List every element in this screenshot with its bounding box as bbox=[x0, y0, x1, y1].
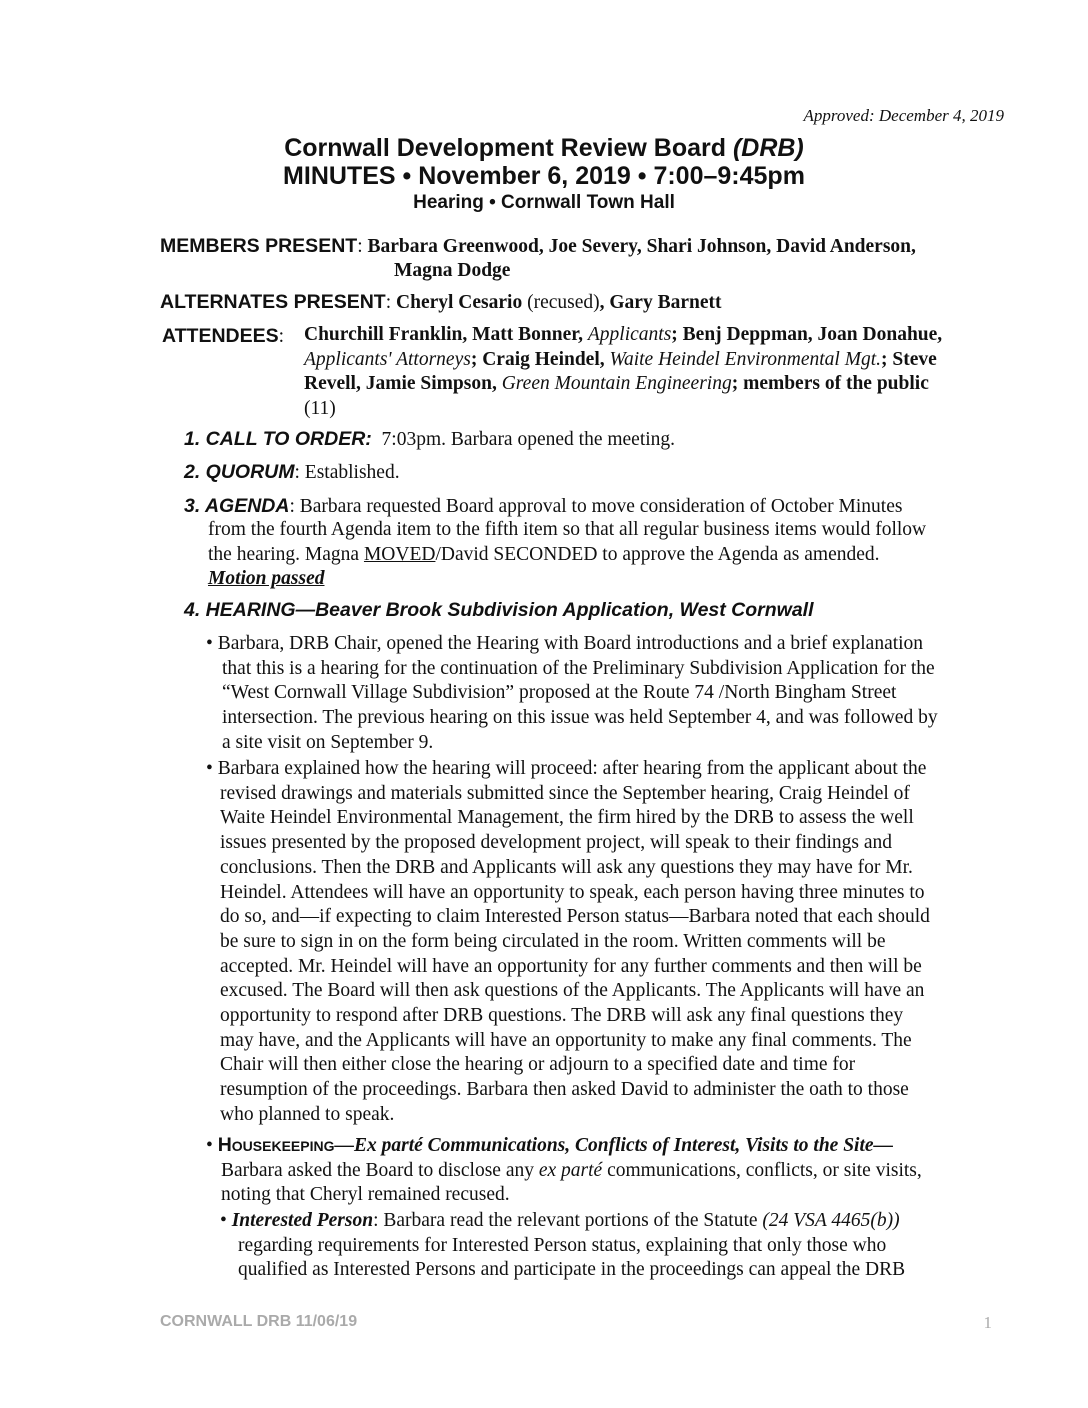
bullet2-line: may have, and the Applicants will have an opportunity to make any final comments. The bbox=[220, 1029, 912, 1051]
members-present-section: MEMBERS PRESENT: Barbara Greenwood, Joe Severy, Shari Johnson, David Anderson, bbox=[160, 235, 916, 257]
attendees-l1a: Churchill Franklin, Matt Bonner, bbox=[304, 324, 588, 345]
interested-person-paragraph bbox=[220, 1209, 905, 1283]
bullet1-line: “West Cornwall Village Subdivision” proposed at the Route 74 /North Bingham Street bbox=[222, 682, 897, 704]
housekeeping-paragraph bbox=[206, 1133, 922, 1208]
bullet1-line: • Barbara, DRB Chair, opened the Hearing with Board introductions and a brief explanation bbox=[206, 633, 924, 654]
minutes-title: MINUTES • November 6, 2019 • 7:00–9:45pm bbox=[283, 162, 805, 190]
item2-text: : Established. bbox=[294, 462, 400, 483]
attendees-l3a: Revell, Jamie Simpson, bbox=[304, 373, 502, 395]
board-title-abbrev: (DRB) bbox=[732, 134, 804, 162]
members-present-label: MEMBERS PRESENT bbox=[160, 235, 358, 257]
bullet2-line: accepted. Mr. Heindel will have an opportunity for any further comments and then will be bbox=[220, 955, 922, 977]
alternate-name-1: Cheryl Cesario bbox=[396, 292, 523, 313]
approval-date: Approved: December 4, 2019 bbox=[803, 106, 1004, 125]
attendees-l2c: Waite Heindel Environmental Mgt. bbox=[609, 348, 882, 370]
board-title bbox=[0, 134, 1088, 163]
item-agenda bbox=[184, 494, 902, 520]
statute-reference: (24 VSA 4465(b)) bbox=[762, 1210, 900, 1231]
bullet2-line: excused. The Board will then ask questions of the Applicants. The Applicants will have an bbox=[220, 980, 925, 1002]
attendees-l2d: ; Steve bbox=[881, 348, 937, 370]
item3-line3-rest: /David SECONDED to approve the Agenda as amended. bbox=[435, 543, 880, 565]
alternates-present-label: ALTERNATES PRESENT bbox=[160, 291, 386, 313]
page-number: 1 bbox=[983, 1313, 992, 1332]
attendees-l4: (11) bbox=[304, 398, 336, 420]
motion-passed: Motion passed bbox=[208, 568, 325, 590]
housekeeping-l3: noting that Cheryl remained recused. bbox=[221, 1184, 510, 1206]
attendees-l2b: ; Craig Heindel, bbox=[470, 348, 610, 370]
item3-body bbox=[208, 518, 926, 592]
housekeeping-heading: Housekeeping bbox=[217, 1134, 335, 1156]
bullet2-line: who planned to speak. bbox=[220, 1103, 395, 1125]
bullet2-line: revised drawings and materials submitted since the September hearing, Craig Heindel of bbox=[220, 782, 910, 804]
item3-line1: : Barbara requested Board approval to move consideration of October Minutes bbox=[289, 496, 903, 517]
item3-heading: 3. AGENDA bbox=[184, 495, 290, 517]
hearing-intro-paragraph bbox=[206, 632, 938, 756]
moved-text: MOVED bbox=[363, 543, 436, 565]
housekeeping-l2a: Barbara asked the Board to disclose any bbox=[221, 1159, 539, 1181]
footer-doc-id: CORNWALL DRB 11/06/19 bbox=[160, 1313, 358, 1330]
bullet2-line: conclusions. Then the DRB and Applicants will ask any questions they may have for Mr. bbox=[220, 856, 913, 878]
bullet2-line: be sure to sign in on the form being circulated in the room. Written comments will be bbox=[220, 930, 886, 952]
hearing-procedure-paragraph bbox=[206, 757, 930, 1128]
item1-heading: 1. CALL TO ORDER: bbox=[184, 428, 372, 450]
bullet2-line: opportunity to respond after DRB questions. The DRB will ask any final questions they bbox=[220, 1005, 904, 1027]
bullet1-line: a site visit on September 9. bbox=[222, 731, 434, 753]
item3-line3: the hearing. Magna bbox=[208, 543, 364, 565]
recused-note: (recused) bbox=[527, 292, 600, 313]
attendees-l3b: Green Mountain Engineering bbox=[501, 373, 732, 395]
housekeeping-l2b: ex parté bbox=[538, 1159, 603, 1181]
bullet1-line: intersection. The previous hearing on this issue was held September 4, and was followed by bbox=[222, 707, 938, 729]
housekeeping-heading-rest: —Ex parté Communications, Conflicts of Interest, Visits to the Site— bbox=[334, 1135, 894, 1156]
attendees-list bbox=[304, 323, 942, 422]
attendees-l3c: ; members of the public bbox=[731, 373, 929, 395]
interested-person-heading: Interested Person bbox=[231, 1210, 374, 1231]
bullet2-line: Heindel. Attendees will have an opportunity to speak, each person having three minutes to bbox=[220, 881, 925, 903]
members-present-line2: Magna Dodge bbox=[394, 260, 511, 281]
bullet-mark: • bbox=[220, 1210, 232, 1231]
members-present-line1: Barbara Greenwood, Joe Severy, Shari Johnson, David Anderson, bbox=[367, 236, 916, 257]
item1-text: 7:03pm. Barbara opened the meeting. bbox=[381, 429, 676, 450]
item2-heading: 2. QUORUM bbox=[184, 461, 295, 483]
item-call-to-order bbox=[184, 428, 675, 452]
alternates-present-section: ALTERNATES PRESENT: Cheryl Cesario (recused), Gary Barnett bbox=[160, 291, 722, 313]
attendees-l1b: Applicants bbox=[587, 324, 672, 345]
bullet-mark: • bbox=[206, 1135, 218, 1156]
interested-person-l3: qualified as Interested Persons and participate in the proceedings can appeal the DRB bbox=[238, 1259, 906, 1281]
hearing-location: Hearing • Cornwall Town Hall bbox=[413, 192, 675, 213]
bullet1-line: that this is a hearing for the continuation of the Preliminary Subdivision Application for the bbox=[222, 657, 935, 679]
interested-person-l2: regarding requirements for Interested Person status, explaining that only those who bbox=[238, 1234, 887, 1256]
board-title-main: Cornwall Development Review Board bbox=[284, 134, 733, 162]
bullet2-line: Chair will then either close the hearing or adjourn to a specified date and time for bbox=[220, 1054, 856, 1076]
bullet2-line: Waite Heindel Environmental Management, the firm hired by the DRB to assess the well bbox=[220, 807, 914, 829]
attendees-label-text: ATTENDEES bbox=[162, 325, 279, 347]
housekeeping-l2c: communications, conflicts, or site visits, bbox=[602, 1159, 922, 1181]
bullet2-line: issues presented by the proposed development project, will speak to their findings and bbox=[220, 832, 893, 854]
bullet2-line: resumption of the proceedings. Barbara then asked David to administer the oath to those bbox=[220, 1079, 909, 1101]
bullet2-line: do so, and—if expecting to claim Interested Person status—Barbara noted that each should bbox=[220, 906, 930, 928]
item-quorum bbox=[184, 461, 400, 485]
item3-line2: from the fourth Agenda item to the fifth item so that all regular business items would follow bbox=[208, 519, 927, 540]
attendees-l1c: ; Benj Deppman, Joan Donahue, bbox=[671, 324, 943, 345]
attendees-l2a: Applicants' Attorneys bbox=[304, 348, 471, 370]
item4-heading: 4. HEARING—Beaver Brook Subdivision Application, West Cornwall bbox=[184, 599, 814, 621]
interested-person-l1a: : Barbara read the relevant portions of the Statute bbox=[373, 1210, 763, 1231]
alternate-name-2: , Gary Barnett bbox=[599, 292, 722, 313]
bullet2-line: • Barbara explained how the hearing will proceed: after hearing from the applicant about the bbox=[206, 758, 927, 779]
attendees-label: ATTENDEES: bbox=[162, 325, 285, 347]
